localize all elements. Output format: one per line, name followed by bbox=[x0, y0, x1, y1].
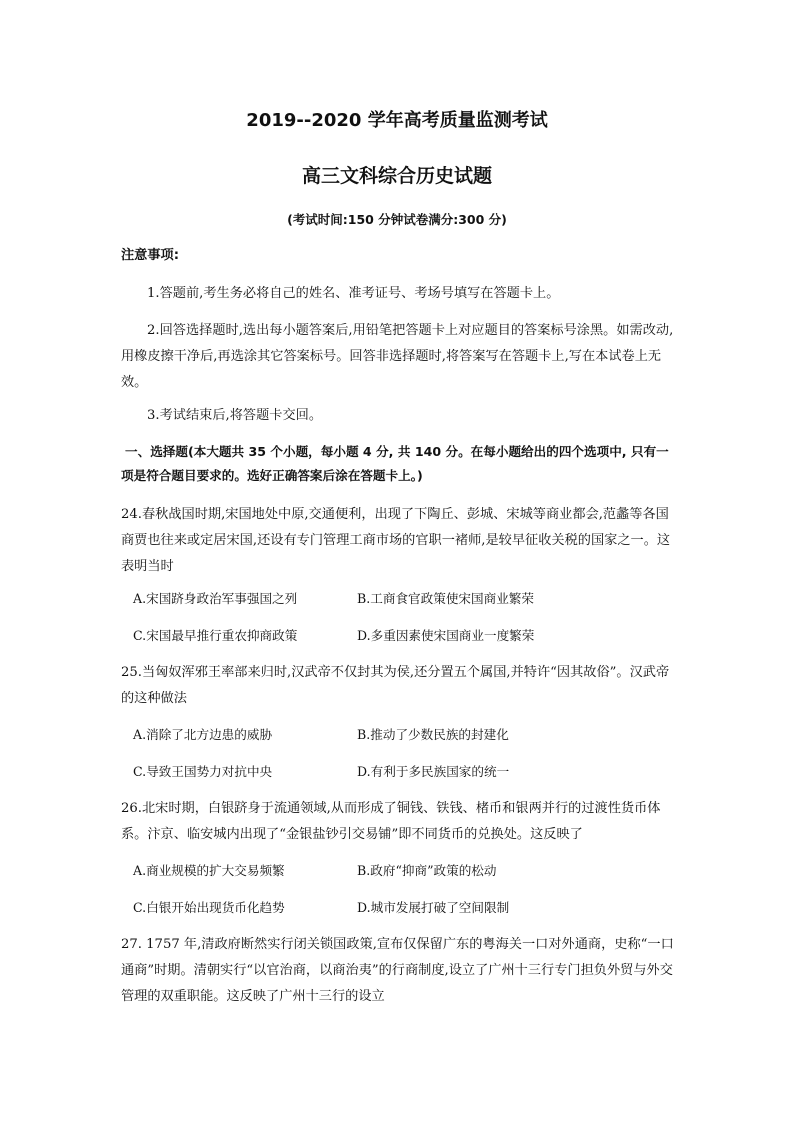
notes-item-1: 1.答题前,考生务必将自己的姓名、准考证号、考场号填写在答题卡上。 bbox=[147, 286, 560, 301]
q24-option-d[interactable]: D.多重因素使宋国商业一度繁荣 bbox=[357, 628, 535, 643]
question-26-stem: 26.北宋时期，白银跻身于流通领域,从而形成了铜钱、铁钱、楮币和银两并行的过渡性货币体系。汴京、临安城内出现了“金银盐钞引交易铺”即不同货币的兑换处。这反映了 bbox=[121, 801, 661, 842]
q24-option-a[interactable]: A.宋国跻身政治军事强国之列 bbox=[133, 591, 298, 606]
q25-option-a[interactable]: A.消除了北方边患的威胁 bbox=[133, 727, 273, 742]
question-24-stem: 24.春秋战国时期,宋国地处中原,交通便利，出现了下陶丘、彭城、宋城等商业都会,范蠡等各国商贾也往来或定居宋国,还设有专门管理工商市场的官职一褚师,是较早征收关税的国家之一。这表明当时 bbox=[121, 507, 671, 574]
q24-option-c[interactable]: C.宋国最早推行重农抑商政策 bbox=[133, 628, 298, 643]
exam-title: 2019--2020 学年高考质量监测考试 bbox=[246, 110, 548, 131]
notes-item-2: 2.回答选择题时,选出每小题答案后,用铅笔把答题卡上对应题目的答案标号涂黑。如需改动,用橡皮擦干净后,再选涂其它答案标号。回答非选择题时,将答案写在答题卡上,写在本试卷上无效。 bbox=[121, 323, 674, 390]
exam-info: (考试时间:150 分钟试卷满分:300 分) bbox=[287, 212, 507, 227]
q26-option-d[interactable]: D.城市发展打破了空间限制 bbox=[357, 900, 510, 915]
q25-option-d[interactable]: D.有利于多民族国家的统一 bbox=[357, 764, 510, 779]
q26-option-a[interactable]: A.商业规模的扩大交易频繁 bbox=[133, 863, 285, 878]
q26-option-b[interactable]: B.政府“抑商”政策的松动 bbox=[357, 863, 497, 878]
question-25-stem: 25.当匈奴浑邪王率部来归时,汉武帝不仅封其为侯,还分置五个属国,并特许“因其故俗”。汉武帝的这种做法 bbox=[121, 665, 670, 706]
q26-option-c[interactable]: C.白银开始出现货币化趋势 bbox=[133, 900, 285, 915]
paper-title: 高三文科综合历史试题 bbox=[301, 165, 492, 187]
section-heading: 一、选择题(本大题共 35 个小题，每小题 4 分, 共 140 分。在每小题给出的四个选项中, 只有一项是符合题目要求的。选好正确答案后涂在答题卡上。) bbox=[121, 444, 669, 483]
q25-option-b[interactable]: B.推动了少数民族的封建化 bbox=[357, 727, 509, 742]
question-27-stem: 27. 1757 年,清政府断然实行闭关锁国政策,宣布仅保留广东的粤海关一口对外通商，史称“一口通商”时期。清朝实行“以官治商，以商治夷”的行商制度,设立了广州十三行专门担负外贸与外交管理的双重职能。这反映了广州十三行的设立 bbox=[121, 937, 674, 1004]
q24-option-b[interactable]: B.工商食官政策使宋国商业繁荣 bbox=[357, 591, 534, 606]
notes-heading: 注意事项: bbox=[121, 248, 180, 263]
q25-option-c[interactable]: C.导致王国势力对抗中央 bbox=[133, 764, 273, 779]
notes-item-3: 3.考试结束后,将答题卡交回。 bbox=[147, 408, 323, 423]
